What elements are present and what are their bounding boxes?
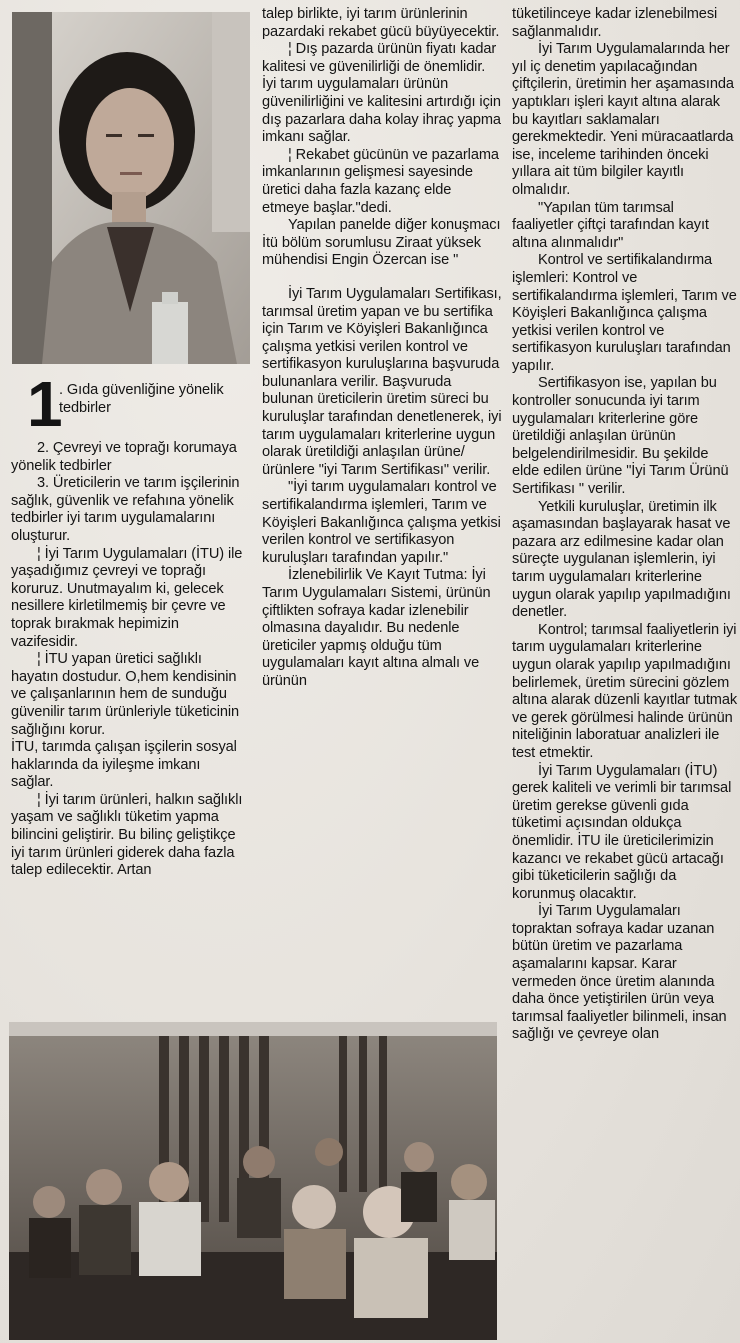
paragraph: ¦ İTU yapan üretici sağlıklı hayatın dostudur. O,hem kendisinin ve çalışanlarının hem de sunduğu güvenilir tarım ürünleriyle tüketicinin sağlığını korur. xyxy=(11,651,240,738)
portrait-illustration xyxy=(12,12,250,364)
dropcap-block xyxy=(11,368,243,440)
paragraph: İyi Tarım Uygulamaları (İTU) gerek kaliteli ve verimli bir tarımsal üretim gerekse güvenli gıda tüketimi açısından oldukça önemlidir. İTU ile üreticilerimizin kazancı ve rekabet gücü artacağı gibi tüketicilerin sağlığı da korunmuş olacaktır. xyxy=(512,762,732,902)
first-list-item: . Gıda güvenliğine yönelik tedbirler xyxy=(59,382,224,416)
dropcap-number: 1 xyxy=(27,368,63,440)
speaker-portrait-photo xyxy=(12,12,250,364)
paragraph: Kontrol ve sertifikalandırma işlemleri: Kontrol ve sertifikalandırma işlemleri, Tarım ve Köyişleri Bakanlığınca çalışma yetkisi verilen kontrol ve sertifikasyon kuruluşları tarafından yapılır. xyxy=(512,252,737,374)
paragraph: İTU, tarımda çalışan işçilerin sosyal haklarında da iyileşme imkanı sağlar. xyxy=(11,739,237,791)
paragraph: Yetkili kuruluşlar, üretimin ilk aşamasından başlayarak hasat ve pazara arz edilmesine kadar olan süreçte uygulanan işlemlerin, iyi tarım uygulamaları kriterlerine uygun olarak yapılıp yapılmadığını denetler. xyxy=(512,498,731,621)
paragraph: İzlenebilirlik Ve Kayıt Tutma: İyi Tarım Uygulamaları Sistemi, ürünün çiftlikten sofraya kadar izlenebilir olmasına dayalıdır. Bu nedenle üreticiler yapmış olduğu tüm uygulamaları kayıt altına almalı ve ürünün xyxy=(262,567,491,689)
paragraph: 3. Üreticilerin ve tarım işçilerinin sağlık, güvenlik ve refahına yönelik tedbirler iyi tarım uygulamalarını oluşturur. xyxy=(11,475,240,544)
paragraph: ¦ Dış pazarda ürünün fiyatı kadar kalitesi ve güvenilirliği de önemlidir. İyi tarım uygulamaları ürünün güvenilirliğini ve kalitesini artırdığı için dış pazarlara daha kolay ihraç yapma imkanı sağlar. xyxy=(262,41,501,146)
paragraph: İyi Tarım Uygulamalarında her yıl iç denetim yapılacağından çiftçilerin, üretimin her aşamasında yaptıkları işleri kayıt altına alarak bu kayıtları saklamaları gerekmektedir. Yeni müracaatlarda ise, inceleme tarihinden önceki yıllara ait tüm bilgiler kayıtlı olmalıdır. xyxy=(512,41,734,198)
paragraph: "Yapılan tüm tarımsal faaliyetler çiftçi tarafından kayıt altına alınmalıdır" xyxy=(512,199,709,251)
paragraph: İyi Tarım Uygulamaları topraktan sofraya kadar uzanan bütün üretim ve pazarlama aşamalarını kapsar. Karar vermeden önce üretim alanında daha önce yetiştirilen ürün veya tarımsal faaliyetler bilinmeli, insan sağlığı ve çevreye olan xyxy=(512,903,727,1043)
article-column-2 xyxy=(262,6,502,691)
article-column-1 xyxy=(11,368,243,880)
paragraph: ¦ İyi tarım ürünleri, halkın sağlıklı yaşam ve sağlıklı tüketim yapma bilincini geliştirir. Bu bilinç geliştikçe iyi tarım ürünleri giderek daha fazla talep edilecektir. Artan xyxy=(11,791,243,879)
paragraph: 2. Çevreyi ve toprağı korumaya yönelik tedbirler xyxy=(11,440,237,474)
paragraph: ¦ Rekabet gücünün ve pazarlama imkanlarının gelişmesi sayesinde üretici daha fazla kazanç elde etmeye başlar."dedi. xyxy=(262,146,499,216)
audience-illustration xyxy=(9,1022,497,1340)
paragraph: "İyi tarım uygulamaları kontrol ve sertifikalandırma işlemleri, Tarım ve Köyişleri Bakanlığınca çalışma yetkisi verilen kontrol ve sertifikasyon kuruluşları tarafından yapılır." xyxy=(262,479,501,566)
audience-photo xyxy=(9,1022,497,1340)
paragraph: Yapılan panelde diğer konuşmacı İtü bölüm sorumlusu Ziraat yüksek mühendisi Engin Özercan ise " xyxy=(262,217,501,269)
paragraph: Sertifikasyon ise, yapılan bu kontroller sonucunda iyi tarım uygulamaları kriterlerine göre üretildiği anlaşılan ürünün belgelendirilmesidir. Bu şekilde elde edilen ürüne "İyi Tarım Ürünü Sertifikası " verilir. xyxy=(512,375,729,498)
paragraph: tüketilinceye kadar izlenebilmesi sağlanmalıdır. xyxy=(512,6,718,40)
article-column-3 xyxy=(512,6,738,1044)
paragraph: Kontrol; tarımsal faaliyetlerin iyi tarım uygulamaları kriterlerine uygun olarak yapılıp yapılmadığını belirlemek, üretim sürecini gözlem altına alarak düzenli kayıtlar tutmak ve gerek görülmesi halinde ürünün niteliğinin laboratuar analizleri ile test etmektir. xyxy=(512,621,738,761)
paragraph: talep birlikte, iyi tarım ürünlerinin pazardaki rekabet gücü büyüyecektir. xyxy=(262,6,500,40)
paragraph: ¦ İyi Tarım Uygulamaları (İTU) ile yaşadığımız çevreyi ve toprağı koruruz. Unutmayalım ki, gelecek nesillere kirletilmemiş bir çevre ve toprak bırakmak hepimizin vazifesidir. xyxy=(11,545,243,650)
paragraph: İyi Tarım Uygulamaları Sertifikası, tarımsal üretim yapan ve bu sertifika için Tarım ve Köyişleri Bakanlığınca çalışma yetkisi verilen kontrol ve sertifikasyon kuruluşlarına başvuruda bulunanlara verilir. Başvuruda bulunan üreticilerin üretim süreci bu kuruluşlar tarafından denetlenerek, iyi tarım uygulamaları kriterlerine uygun olarak üretildiği anlaşılan ürüne/ürünlere "iyi Tarım Sertifikası" verilir. xyxy=(262,285,502,478)
